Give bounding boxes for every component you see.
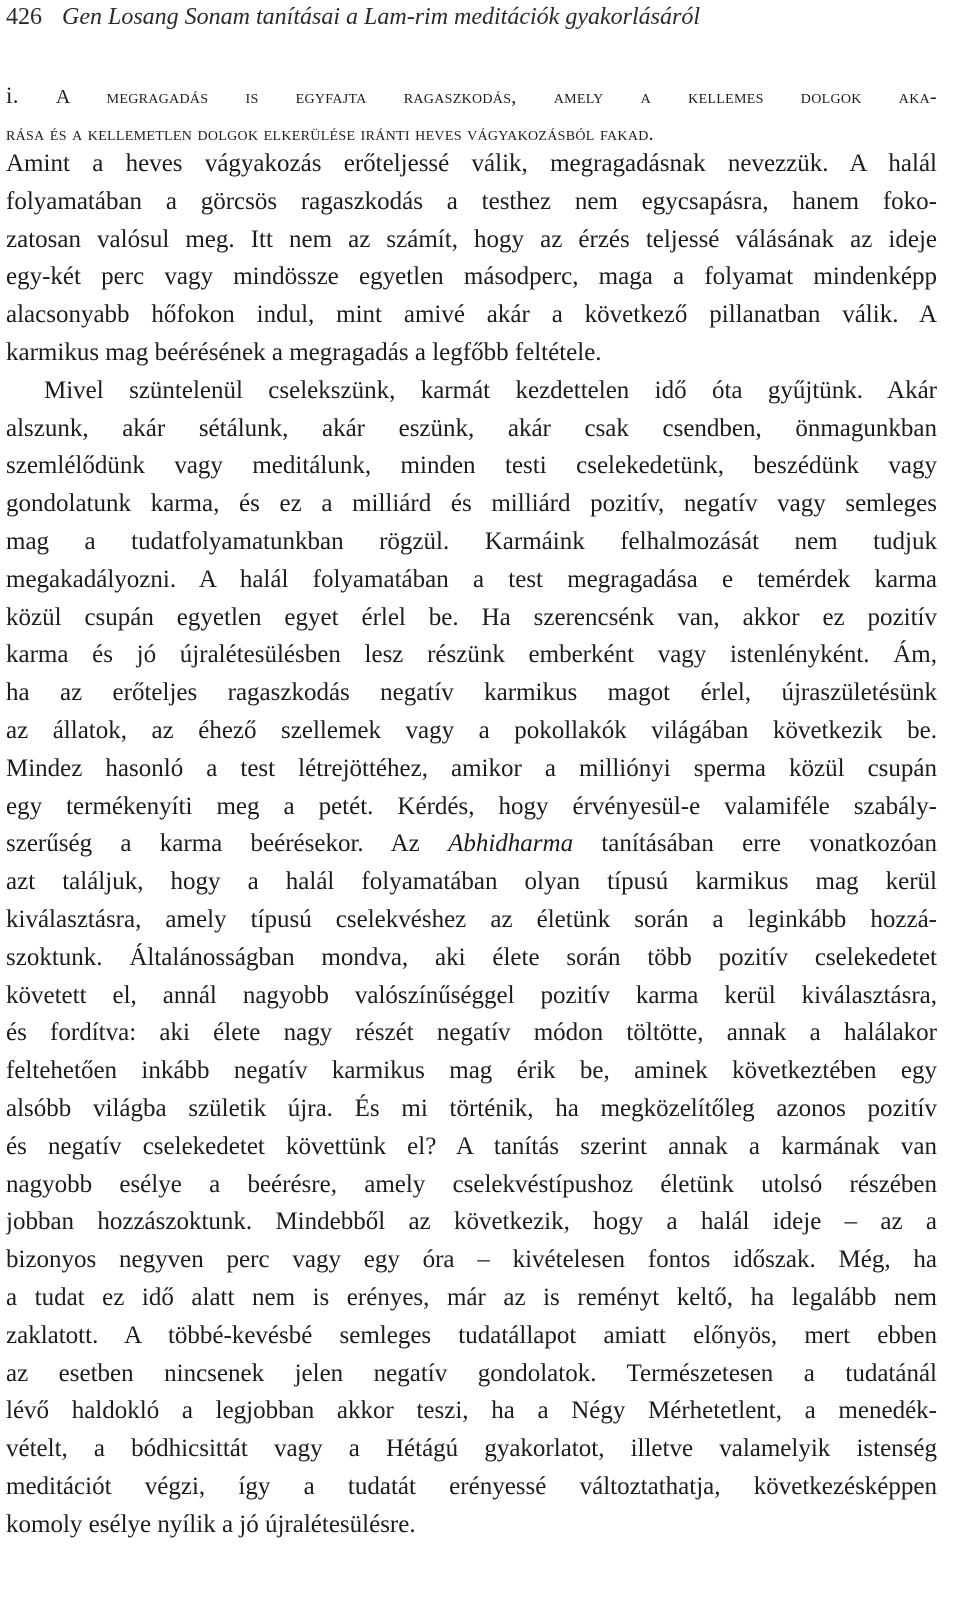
text-line: közül csupán egyetlen egyet érlel be. Ha szerencsénk van, akkor ez pozitív bbox=[6, 603, 937, 631]
text-line: gondolatunk karma, és ez a milliárd és milliárd pozitív, negatív vagy semleges bbox=[6, 490, 937, 518]
text-run: szerűség a karma beérésekor. Az bbox=[6, 830, 449, 858]
section-heading bbox=[6, 77, 937, 153]
text-run: tanításában erre vonatkozóan bbox=[573, 830, 937, 858]
text-line: komoly esélye nyílik a jó újralétesülésre. bbox=[6, 1510, 416, 1538]
running-head-title: Gen Losang Sonam tanításai a Lam-rim meditációk gyakorlásáról bbox=[62, 4, 700, 30]
text-line: szemlélődünk vagy meditálunk, minden testi cselekedetünk, beszédünk vagy bbox=[6, 452, 937, 480]
text-line: lévő haldokló a legjobban akkor teszi, ha a Négy Mérhetetlent, a menedék- bbox=[6, 1397, 937, 1425]
text-line: egy-két perc vagy mindössze egyetlen másodperc, maga a folyamat mindenképp bbox=[6, 263, 937, 291]
text-line: követett el, annál nagyobb valószínűséggel pozitív karma kerül kiválasztásra, bbox=[6, 981, 937, 1009]
running-head bbox=[6, 4, 700, 31]
text-line: zatosan valósul meg. Itt nem az számít, hogy az érzés teljessé válásának az ideje bbox=[6, 225, 937, 253]
text-line: és fordítva: aki élete nagy részét negatív módon töltötte, annak a halálakor bbox=[6, 1019, 937, 1047]
text-line bbox=[6, 825, 937, 863]
text-line: Mindez hasonló a test létrejöttéhez, amikor a milliónyi sperma közül csupán bbox=[6, 754, 937, 782]
text-line: Mivel szüntelenül cselekszünk, karmát kezdettelen idő óta gyűjtünk. Akár bbox=[44, 376, 937, 404]
text-line: Amint a heves vágyakozás erőteljessé válik, megragadásnak nevezzük. A halál bbox=[6, 150, 937, 177]
page-number: 426 bbox=[6, 4, 42, 30]
section-heading-text: rása és a kellemetlen dolgok elkerülése iránti heves vágyakozásból fakad. bbox=[6, 122, 654, 145]
text-line: a tudat ez idő alatt nem is erényes, már az is reményt keltő, ha legalább nem bbox=[6, 1283, 937, 1311]
text-line: zaklatott. A többé-kevésbé semleges tudatállapot amiatt előnyös, mert ebben bbox=[6, 1321, 937, 1349]
text-line: kiválasztásra, amely típusú cselekvéshez az életünk során a leginkább hozzá- bbox=[6, 905, 937, 933]
text-line: az esetben nincsenek jelen negatív gondolatok. Természetesen a tudatánál bbox=[6, 1359, 937, 1387]
text-line: meditációt végzi, így a tudatát erényessé változtathatja, következésképpen bbox=[6, 1472, 937, 1500]
body-text bbox=[6, 145, 937, 1543]
text-line: mag a tudatfolyamatunkban rögzül. Karmáink felhalmozását nem tudjuk bbox=[6, 527, 937, 555]
text-line: megakadályozni. A halál folyamatában a test megragadása e temérdek karma bbox=[6, 565, 937, 593]
text-line: folyamatában a görcsös ragaszkodás a testhez nem egycsapásra, hanem foko- bbox=[6, 187, 937, 215]
text-line: és negatív cselekedetet követtünk el? A tanítás szerint annak a karmának van bbox=[6, 1132, 937, 1160]
text-line: egy termékenyíti meg a petét. Kérdés, hogy érvényesül-e valamiféle szabály- bbox=[6, 792, 937, 820]
text-line: karma és jó újralétesülésben lesz részünk emberként vagy istenlényként. Ám, bbox=[6, 641, 937, 669]
text-line: feltehetően inkább negatív karmikus mag érik be, aminek következtében egy bbox=[6, 1057, 937, 1085]
text-line: az állatok, az éhező szellemek vagy a pokollakók világában következik be. bbox=[6, 716, 937, 744]
text-line: nagyobb esélye a beérésre, amely cselekvéstípushoz életünk utolsó részében bbox=[6, 1170, 937, 1198]
italic-term: Abhidharma bbox=[448, 830, 574, 858]
text-line: szoktunk. Általánosságban mondva, aki élete során több pozitív cselekedetet bbox=[6, 943, 937, 971]
section-number: i. bbox=[6, 83, 19, 108]
text-line: azt találjuk, hogy a halál folyamatában olyan típusú karmikus mag kerül bbox=[6, 868, 937, 896]
text-line: alacsonyabb hőfokon indul, mint amivé akár a következő pillanatban válik. A bbox=[6, 301, 937, 329]
text-line: vételt, a bódhicsittát vagy a Hétágú gyakorlatot, illetve valamelyik istenség bbox=[6, 1435, 937, 1463]
text-line: bizonyos negyven perc vagy egy óra – kivételesen fontos időszak. Még, ha bbox=[6, 1246, 937, 1274]
section-heading-line bbox=[6, 77, 937, 115]
text-line: karmikus mag beérésének a megragadás a legfőbb feltétele. bbox=[6, 338, 602, 366]
section-heading-text: A megragadás is egyfajta ragaszkodás, amely a kellemes dolgok aka- bbox=[55, 86, 937, 108]
text-line: alsóbb világba születik újra. És mi történik, ha megközelítőleg azonos pozitív bbox=[6, 1094, 937, 1122]
text-line: alszunk, akár sétálunk, akár eszünk, akár csak csendben, önmagunkban bbox=[6, 414, 937, 442]
text-line: ha az erőteljes ragaszkodás negatív karmikus magot érlel, újraszületésünk bbox=[6, 679, 937, 707]
text-line: jobban hozzászoktunk. Mindebből az következik, hogy a halál ideje – az a bbox=[6, 1208, 937, 1236]
